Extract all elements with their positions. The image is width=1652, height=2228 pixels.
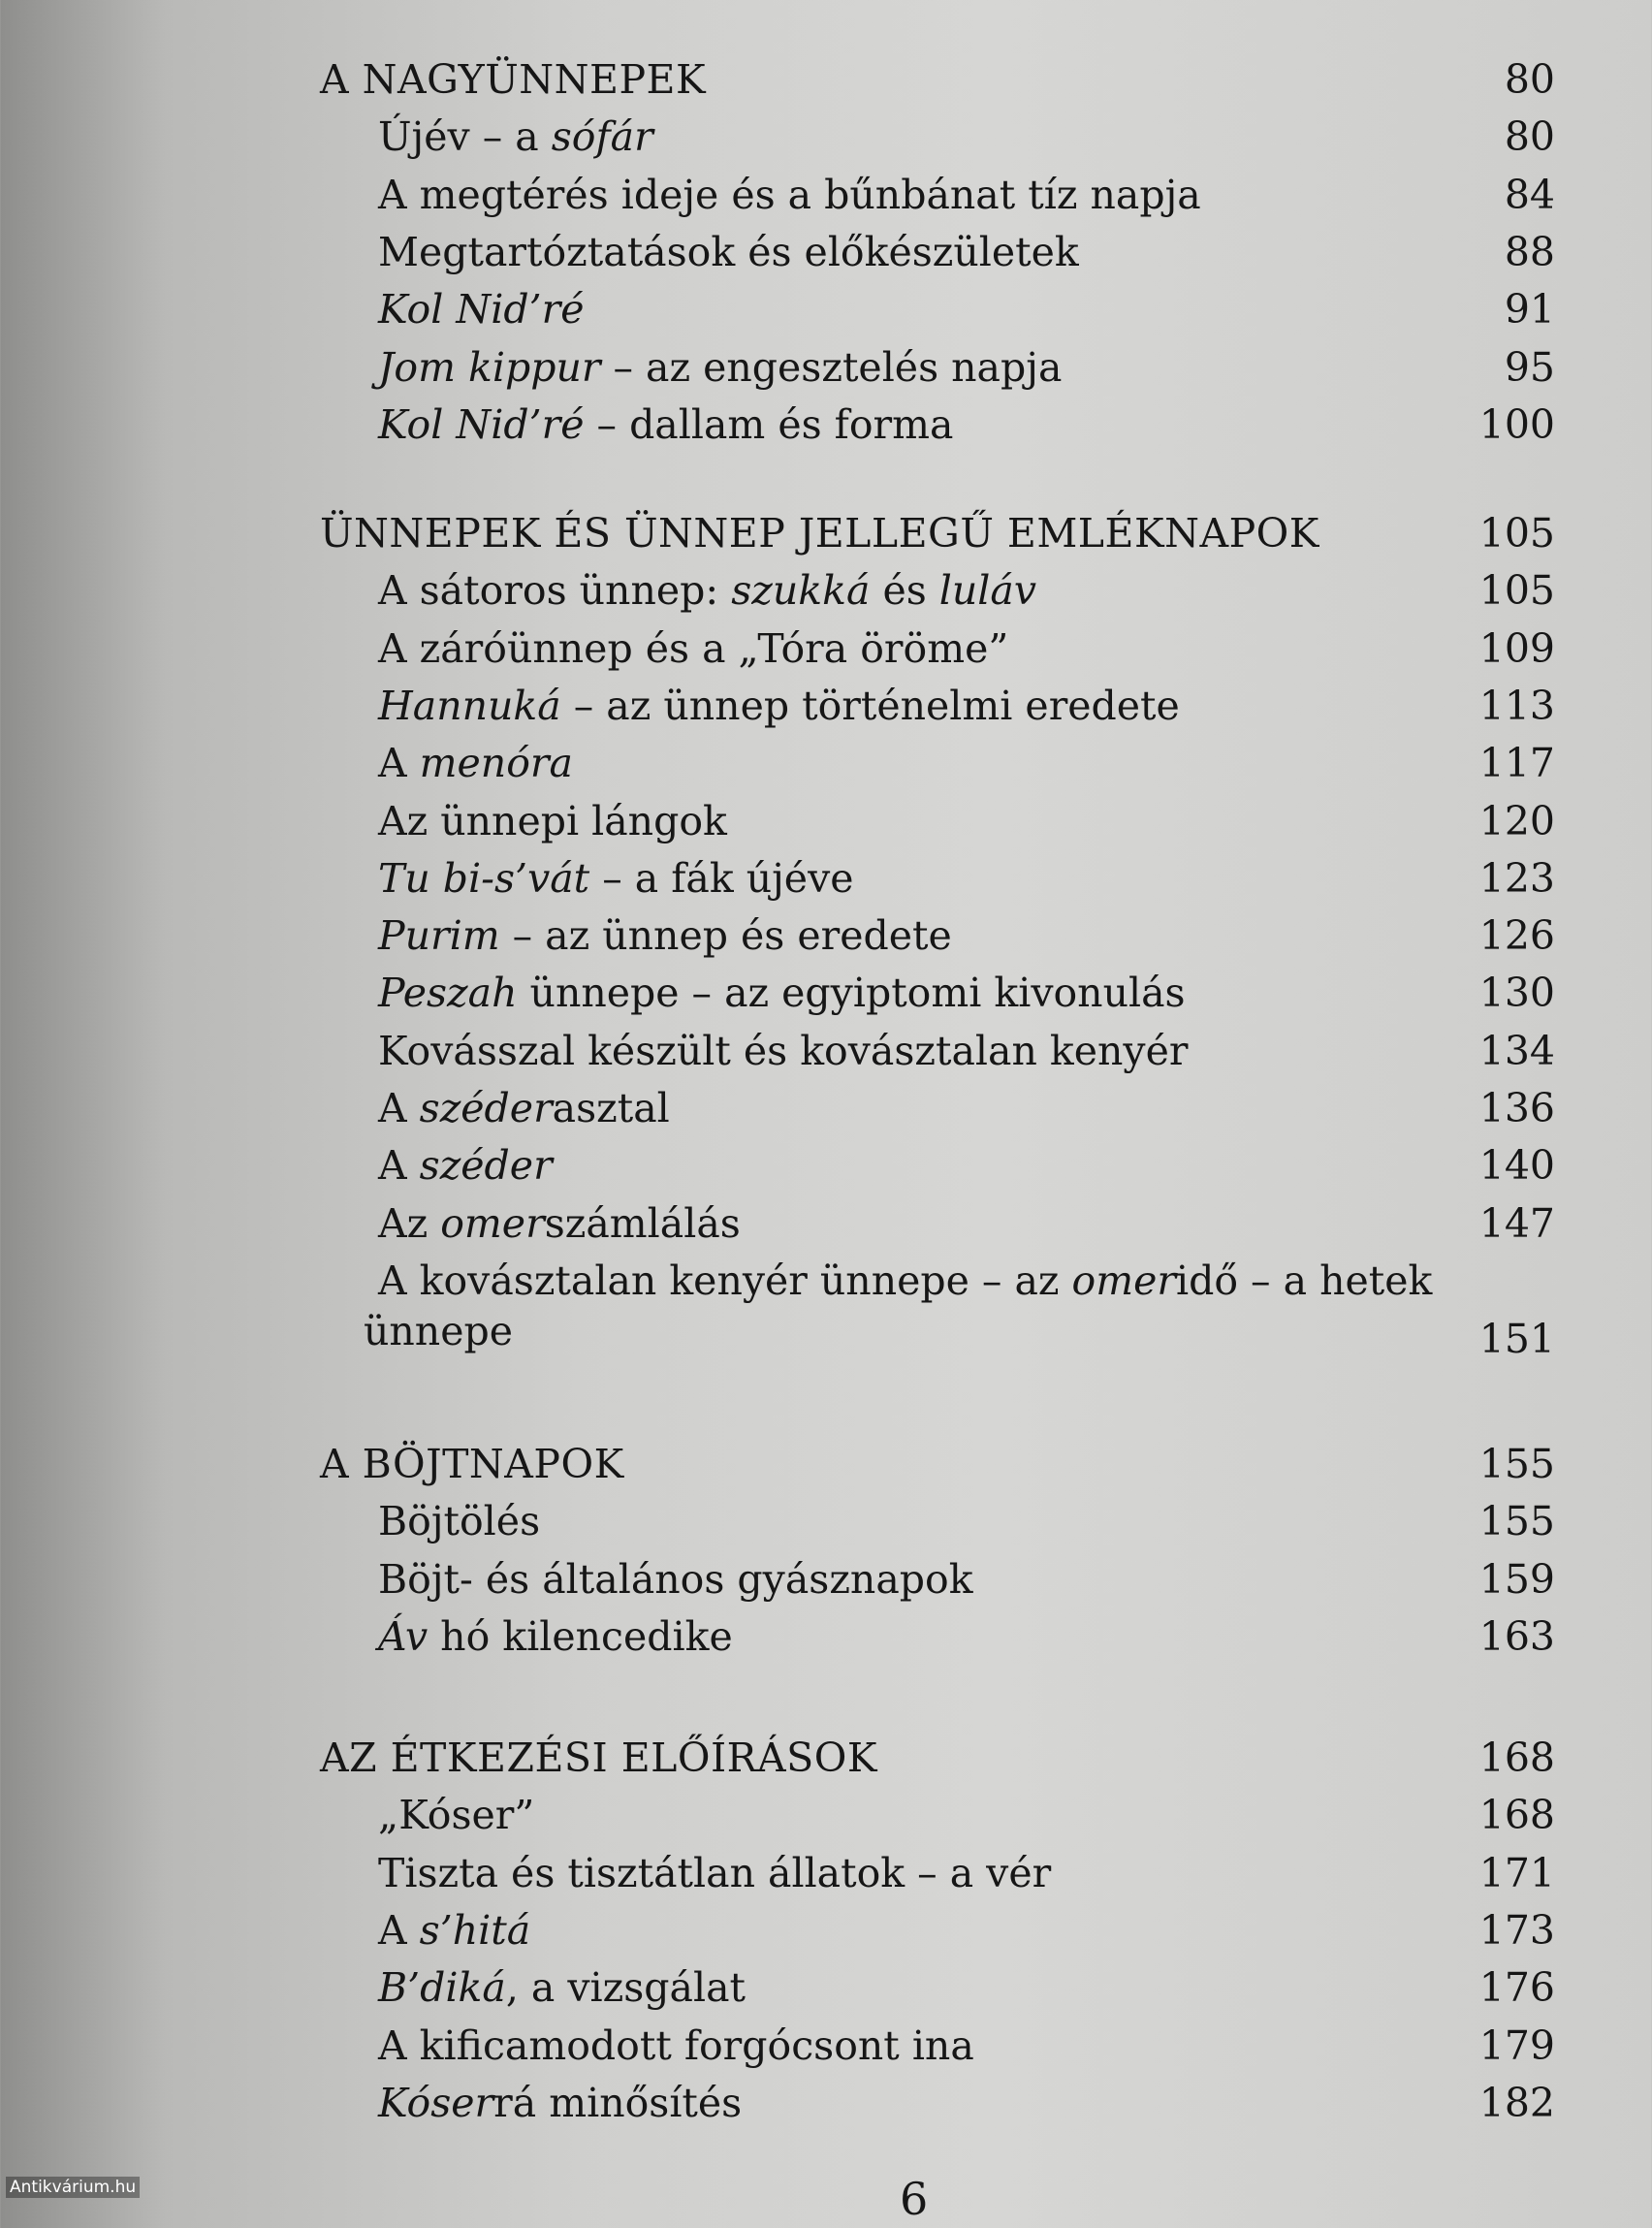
- entry-title-part: Az ünnepi lángok: [378, 797, 727, 844]
- entry-title: [378, 1492, 540, 1550]
- entry-title: [378, 561, 1036, 620]
- entry-title: [378, 964, 1186, 1022]
- toc-entry: [0, 849, 1652, 907]
- entry-page: 130: [1478, 970, 1555, 1017]
- entry-page: 120: [1478, 797, 1555, 844]
- entry-title-part: A: [378, 1906, 420, 1954]
- entry-title-part: számlálás: [544, 1199, 741, 1247]
- entry-page: 95: [1504, 343, 1555, 391]
- entry-title: [378, 734, 573, 792]
- entry-title-italic-part: menóra: [419, 740, 573, 787]
- entry-title-italic-part: Purim: [378, 912, 500, 960]
- toc-entry: [0, 964, 1652, 1022]
- section-title: A BÖJTNAPOK: [320, 1441, 624, 1487]
- entry-title-italic-part: Áv: [378, 1612, 429, 1660]
- entry-title-part: hó kilencedike: [428, 1612, 733, 1660]
- entry-page: 173: [1478, 1906, 1555, 1954]
- entry-title: [378, 620, 1008, 678]
- section-page: 155: [1478, 1441, 1555, 1487]
- entry-title: [378, 2017, 974, 2075]
- toc-entry: [0, 1607, 1652, 1666]
- entry-title-part: rá minősítés: [493, 2079, 743, 2126]
- entry-page: 126: [1478, 912, 1555, 960]
- toc-entry: [0, 1550, 1652, 1608]
- entry-title: [378, 907, 952, 965]
- entry-title-italic-part: Tu bi-s’vát: [378, 854, 590, 902]
- section-title: A NAGYÜNNEPEK: [320, 56, 707, 103]
- entry-title-part: – a fák újéve: [589, 854, 854, 902]
- toc-entry: [0, 792, 1652, 850]
- entry-title-part: – az ünnep történelmi eredete: [560, 682, 1180, 729]
- entry-title-part: A megtérés ideje és a bűnbánat tíz napja: [378, 171, 1201, 218]
- toc-section-heading: [0, 50, 1652, 109]
- entry-title-italic-part: széder: [419, 1142, 553, 1190]
- entry-title: [378, 1252, 1432, 1310]
- entry-title-part: Az: [378, 1199, 441, 1247]
- toc-entry: [0, 280, 1652, 338]
- entry-title: [378, 2074, 742, 2132]
- entry-page: 80: [1504, 113, 1555, 161]
- entry-title-italic-part: Jom kippur: [378, 343, 601, 391]
- entry-title-italic-part: omer: [440, 1199, 545, 1247]
- entry-page: 136: [1478, 1085, 1555, 1131]
- entry-page: 84: [1504, 171, 1555, 218]
- entry-title-part: , a vizsgálat: [505, 1964, 746, 2012]
- entry-title: [378, 338, 1062, 397]
- toc-entry: [0, 1492, 1652, 1550]
- entry-title-part: Újév – a: [378, 113, 552, 161]
- entry-title: [378, 1194, 741, 1253]
- entry-page: 168: [1478, 1792, 1555, 1839]
- entry-title-part: – az ünnep és eredete: [499, 912, 952, 960]
- entry-title-italic-part: s’hitá: [419, 1906, 531, 1954]
- entry-page: 171: [1478, 1849, 1555, 1896]
- entry-title-part: Böjt- és általános gyásznapok: [378, 1555, 973, 1603]
- toc-entry: [0, 2017, 1652, 2075]
- section-title: ÜNNEPEK ÉS ÜNNEP JELLEGŰ EMLÉKNAPOK: [320, 510, 1319, 557]
- toc-entry: [0, 734, 1652, 792]
- section-page: 168: [1478, 1735, 1555, 1781]
- entry-title-part: „Kóser”: [378, 1792, 535, 1839]
- toc-entry: [0, 1252, 1652, 1310]
- entry-page: 182: [1478, 2079, 1555, 2126]
- entry-title-italic-part: Peszah: [378, 970, 518, 1017]
- toc-entry: [0, 223, 1652, 281]
- entry-title-italic-part: Kóser: [378, 2079, 494, 2126]
- toc-entry: [0, 338, 1652, 397]
- entry-page: 155: [1478, 1498, 1555, 1545]
- entry-title: [378, 1786, 534, 1844]
- toc-entry: [0, 1844, 1652, 1902]
- entry-page: 151: [1478, 1315, 1555, 1362]
- entry-page: 109: [1478, 624, 1555, 672]
- entry-title-part: és: [870, 567, 939, 615]
- entry-title-italic-part: Hannuká: [378, 682, 561, 729]
- entry-page: 113: [1478, 682, 1555, 729]
- entry-title: [378, 849, 854, 907]
- entry-title: [378, 1958, 746, 2017]
- entry-title: [378, 1136, 553, 1194]
- entry-title-part: A: [378, 740, 420, 787]
- entry-title: [378, 1550, 973, 1608]
- toc-entry: [0, 1901, 1652, 1959]
- entry-title: [378, 792, 727, 850]
- watermark: Antikvárium.hu: [6, 2177, 140, 2198]
- entry-title: [378, 280, 585, 338]
- entry-title: [378, 1901, 530, 1959]
- entry-page: 105: [1478, 567, 1555, 615]
- entry-page: 147: [1478, 1199, 1555, 1247]
- entry-title-part: idő – a hetek: [1175, 1257, 1433, 1304]
- toc-entry: [0, 561, 1652, 620]
- entry-title: [378, 108, 653, 166]
- toc-entry: [0, 1022, 1652, 1080]
- entry-page: 179: [1478, 2021, 1555, 2069]
- entry-title-italic-part: sófár: [551, 113, 653, 161]
- section-page: 80: [1504, 56, 1555, 103]
- toc-entry: [0, 620, 1652, 678]
- entry-title-part: Megtartóztatások és előkészületek: [378, 228, 1079, 275]
- entry-title-italic-part: omer: [1071, 1257, 1176, 1304]
- entry-title-part: A: [378, 1142, 420, 1190]
- entry-page: 163: [1478, 1612, 1555, 1660]
- entry-title-part: Tiszta és tisztátlan állatok – a vér: [378, 1849, 1052, 1896]
- entry-title-continuation: ünnepe: [364, 1307, 513, 1354]
- entry-page: 140: [1478, 1142, 1555, 1190]
- entry-page: 117: [1478, 740, 1555, 787]
- section-page: 105: [1478, 510, 1555, 557]
- section-title: AZ ÉTKEZÉSI ELŐÍRÁSOK: [320, 1735, 877, 1781]
- entry-title-part: ünnepe – az egyiptomi kivonulás: [517, 970, 1186, 1017]
- toc-entry: [0, 677, 1652, 735]
- toc-entry: [0, 166, 1652, 224]
- entry-title: [378, 1022, 1188, 1080]
- entry-title: [378, 396, 953, 454]
- entry-title: [378, 223, 1079, 281]
- entry-page: 91: [1504, 286, 1555, 334]
- entry-title-part: – dallam és forma: [584, 400, 954, 448]
- toc-entry: [0, 108, 1652, 166]
- entry-title-part: A kificamodott forgócsont ina: [378, 2021, 974, 2069]
- toc-section-heading: [0, 1729, 1652, 1787]
- toc-entry: [0, 2074, 1652, 2132]
- entry-title-part: Kovásszal készült és kovásztalan kenyér: [378, 1027, 1189, 1074]
- toc-entry: [0, 1079, 1652, 1137]
- entry-title: [378, 1844, 1051, 1902]
- entry-page: 176: [1478, 1964, 1555, 2012]
- toc-section-heading: [0, 1435, 1652, 1493]
- entry-title-part: Böjtölés: [378, 1498, 541, 1545]
- entry-page: 100: [1478, 400, 1555, 448]
- entry-title-italic-part: szukká: [731, 567, 871, 615]
- toc-entry: [0, 907, 1652, 965]
- entry-page: 123: [1478, 854, 1555, 902]
- entry-title: [378, 1079, 670, 1137]
- entry-title-part: – az engesztelés napja: [600, 343, 1063, 391]
- entry-title-part: A: [378, 1085, 420, 1131]
- toc-entry: [0, 1958, 1652, 2017]
- toc-section-heading: [0, 504, 1652, 562]
- toc-entry: [0, 1786, 1652, 1844]
- entry-title-italic-part: széder: [419, 1085, 553, 1131]
- entry-title-italic-part: Kol Nid’ré: [378, 400, 585, 448]
- entry-title-italic-part: luláv: [938, 567, 1037, 615]
- entry-title: [378, 166, 1201, 224]
- toc-entry-continuation: [0, 1302, 1652, 1360]
- entry-title: [378, 1607, 733, 1666]
- entry-title-part: A záróünnep és a „Tóra öröme”: [378, 624, 1009, 672]
- entry-page: 159: [1478, 1555, 1555, 1603]
- entry-title-part: A sátoros ünnep:: [378, 567, 732, 615]
- entry-page: 134: [1478, 1027, 1555, 1074]
- toc-entry: [0, 1194, 1652, 1253]
- entry-page: 88: [1504, 228, 1555, 275]
- entry-title-italic-part: Kol Nid’ré: [378, 286, 585, 334]
- toc-entry: [0, 396, 1652, 454]
- toc-entry: [0, 1136, 1652, 1194]
- page-number: 6: [900, 2173, 929, 2225]
- entry-title-italic-part: B’diká: [378, 1964, 506, 2012]
- entry-title: [378, 677, 1180, 735]
- entry-title-part: asztal: [552, 1085, 670, 1131]
- entry-title-part: A kovásztalan kenyér ünnepe – az: [378, 1257, 1072, 1304]
